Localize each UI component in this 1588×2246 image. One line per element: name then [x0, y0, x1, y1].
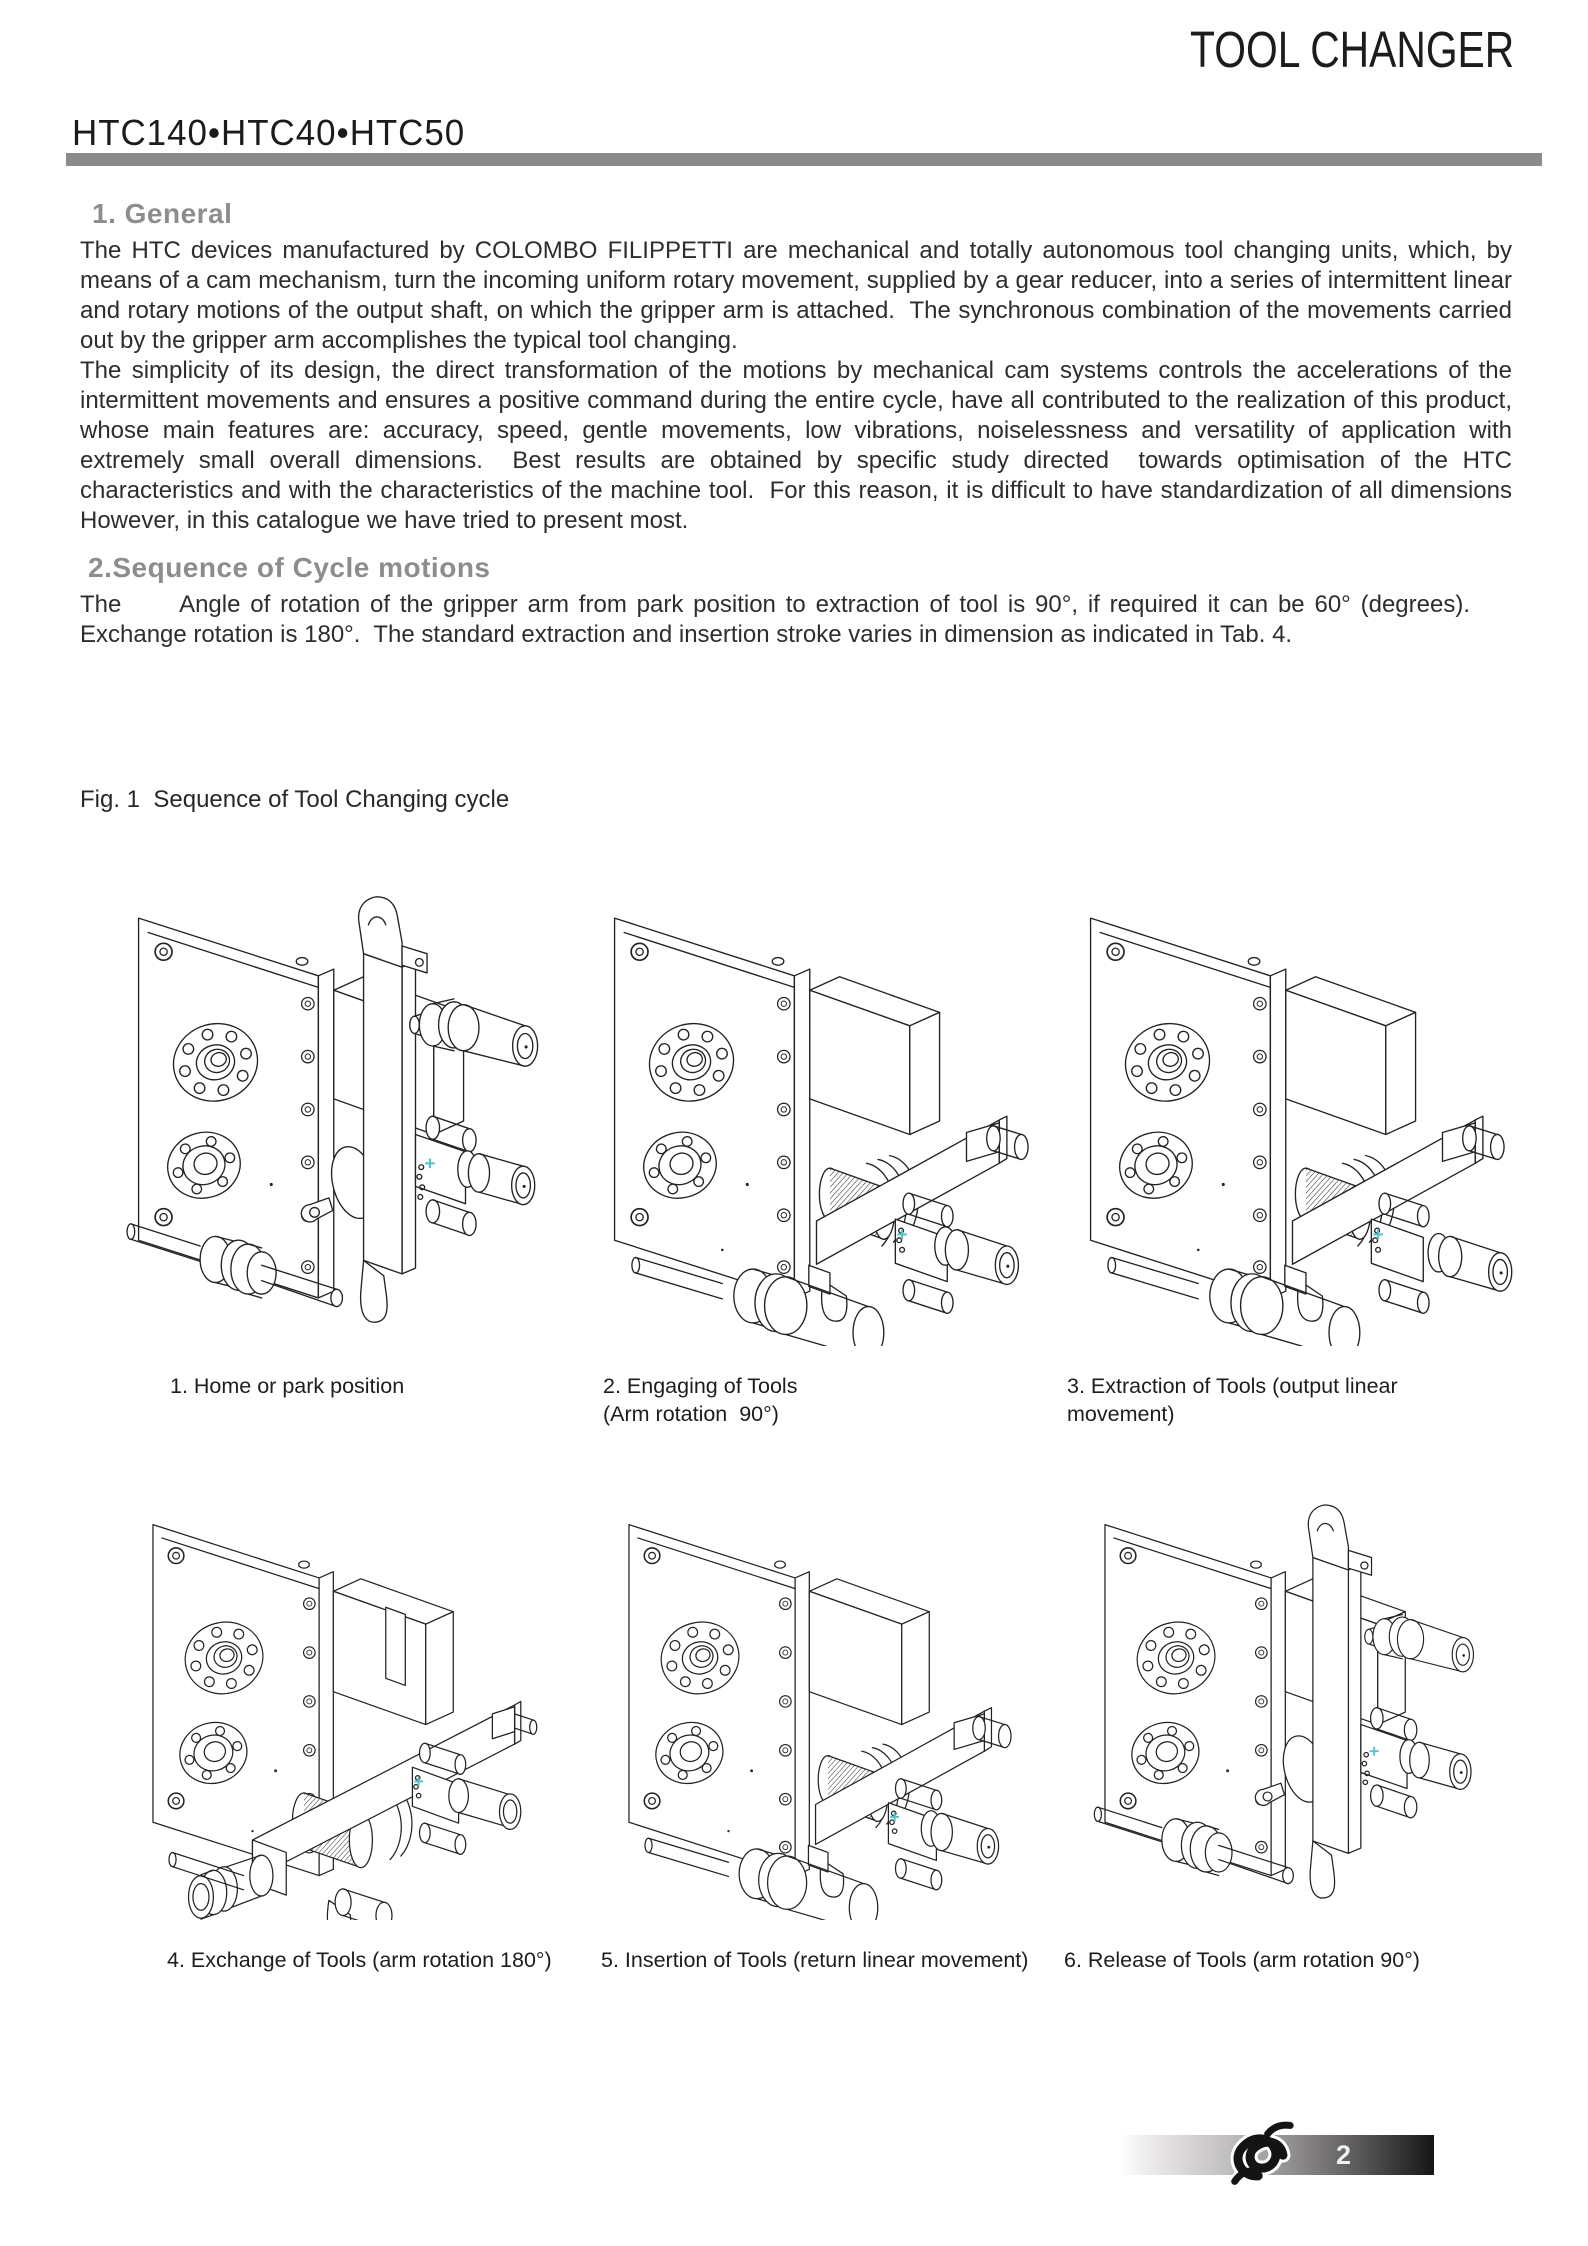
caption-line: 4. Exchange of Tools (arm rotation 180°)	[167, 1948, 552, 1972]
body-content	[78, 198, 1524, 650]
tool-changer-drawing-extract	[1042, 846, 1518, 1346]
tool-changer-drawing-park	[90, 846, 566, 1346]
tool-changer-drawing-engage	[566, 846, 1042, 1346]
caption-line: 3. Extraction of Tools (output linear	[1067, 1374, 1398, 1398]
section-heading-sequence: 2.Sequence of Cycle motions	[88, 552, 491, 583]
figure-row-1	[90, 846, 1520, 1446]
cf-logo-icon	[1216, 2119, 1312, 2191]
models-heading: HTC140•HTC40•HTC50	[72, 112, 466, 153]
general-paragraph-2: The simplicity of its design, the direct transformation of the motions by mechanical cam systems controls the accelerations of the intermittent movements and ensures a positive command during the entire cycle, have all contributed to the realization of this product, whose main features are: accuracy, speed, gentle movements, low vibrations, noiselessness and versatility of application with extremely small overall dimensions. Best results are obtained by specific study directed towards optimisation of the HTC characteristics and with the characteristics of the machine tool. For this reason, it is difficult to have standardization of all dimensions However, in this catalogue we have tried to present most.	[80, 357, 1519, 534]
footer-page-bar	[1118, 2135, 1434, 2175]
page-number: 2	[1336, 2140, 1352, 2170]
figure-caption-6	[1042, 1946, 1518, 1974]
tool-changer-drawing-release	[1042, 1458, 1518, 1920]
caption-line: (Arm rotation 90°)	[603, 1402, 779, 1426]
figure-caption-4	[90, 1946, 566, 1974]
figure-panel-2	[566, 846, 1042, 1446]
figure-panel-6	[1042, 1458, 1518, 2018]
figure-panel-5	[566, 1458, 1042, 2018]
figure-label: Fig. 1 Sequence of Tool Changing cycle	[80, 786, 510, 813]
figure-caption-5	[566, 1946, 1042, 1974]
caption-line: 2. Engaging of Tools	[603, 1374, 798, 1398]
figure-panel-1	[90, 846, 566, 1446]
figure-caption-3	[1042, 1372, 1518, 1428]
caption-line: 6. Release of Tools (arm rotation 90°)	[1064, 1948, 1420, 1972]
caption-line: 1. Home or park position	[170, 1374, 405, 1398]
header-rule	[66, 153, 1542, 166]
figure-row-2	[90, 1458, 1520, 2018]
section-heading-general: 1. General	[92, 198, 233, 229]
figure-caption-2	[566, 1372, 1042, 1428]
page-title: TOOL CHANGER	[1189, 21, 1514, 78]
tool-changer-drawing-insert	[566, 1458, 1042, 1920]
tool-changer-drawing-exchange	[90, 1458, 566, 1920]
general-paragraph-1: The HTC devices manufactured by COLOMBO FILIPPETTI are mechanical and totally autonomous tool changing units, which, by means of a cam mechanism, turn the incoming uniform rotary movement, supplied by a gear reducer, into a series of intermittent linear and rotary motions of the output shaft, on which the gripper arm is attached. The synchronous combination of the movements carried out by the gripper arm accomplishes the typical tool changing.	[80, 237, 1519, 354]
figure-panel-3	[1042, 846, 1518, 1446]
figure-panel-4	[90, 1458, 566, 2018]
caption-line: 5. Insertion of Tools (return linear movement)	[601, 1948, 1029, 1972]
figure-caption-1	[90, 1372, 566, 1400]
sequence-paragraph: The Angle of rotation of the gripper arm from park position to extraction of tool is 90°, if required it can be 60° (degrees). Exchange rotation is 180°. The standard extraction and insertion stroke varies in dimension as indicated in Tab. 4.	[80, 591, 1524, 648]
caption-line: movement)	[1067, 1402, 1175, 1426]
